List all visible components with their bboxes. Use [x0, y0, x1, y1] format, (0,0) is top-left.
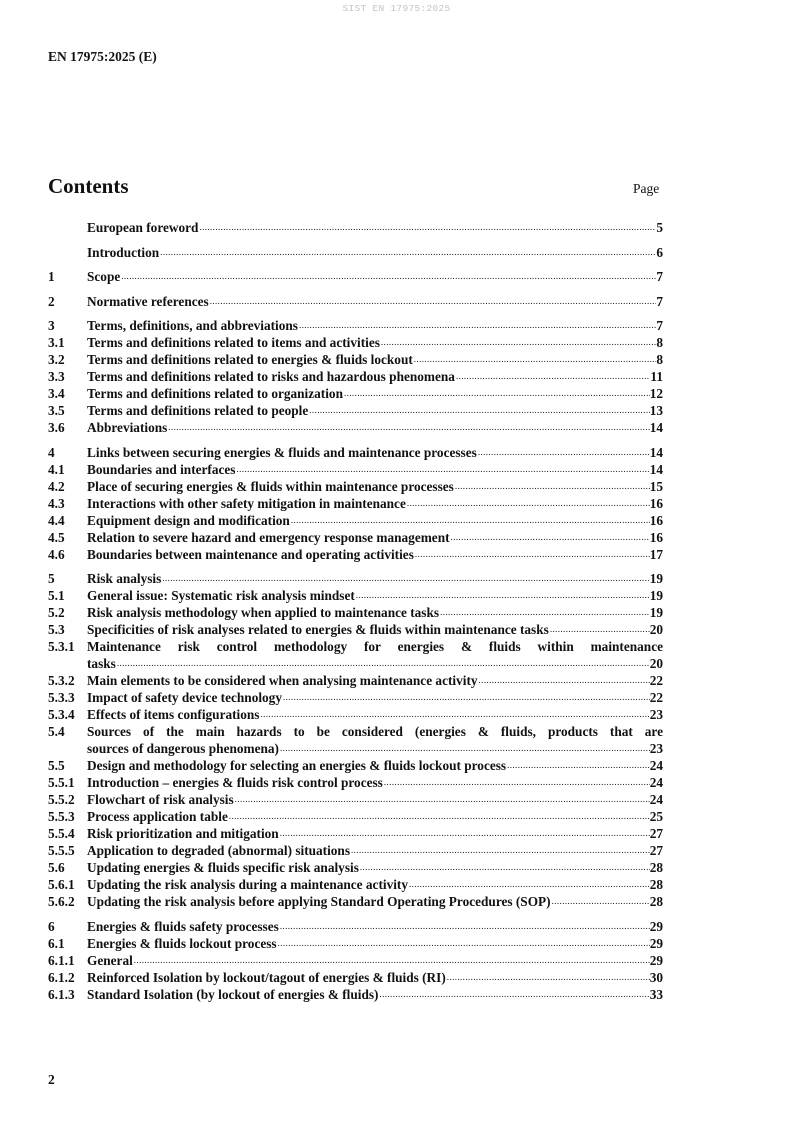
page-column-label: Page — [633, 181, 660, 196]
toc-entry-page[interactable]: 14 — [649, 444, 663, 460]
toc-entry-page[interactable]: 19 — [649, 588, 663, 603]
toc-entry-title-line — [87, 689, 663, 706]
toc-entry-title-line — [87, 969, 663, 986]
toc-entry-title-line — [87, 317, 663, 334]
toc-entry-title[interactable]: Risk analysis — [87, 571, 162, 586]
toc-entry-title[interactable]: Relation to severe hazard and emergency response management — [87, 529, 450, 545]
toc-entry-title-line — [87, 621, 663, 638]
toc-entry-title[interactable]: tasks — [87, 656, 116, 671]
toc-entry-body — [87, 570, 663, 587]
toc-entry-number: 3.1 — [48, 335, 65, 350]
toc-entry[interactable] — [48, 368, 663, 385]
toc-entry[interactable] — [48, 293, 663, 310]
toc-entry-number: 5.3.4 — [48, 707, 75, 722]
toc-entry-number: 4.6 — [48, 546, 65, 562]
toc-entry-title-line — [87, 402, 663, 419]
toc-entry-title-line — [87, 351, 663, 368]
dot-leader — [446, 969, 650, 986]
toc-entry-number: 4 — [48, 444, 55, 460]
toc-entry-body — [87, 774, 663, 791]
toc-entry-body — [87, 334, 663, 351]
toc-entry-title-line — [87, 570, 663, 587]
contents-heading: Contents — [48, 174, 129, 198]
toc-entry-body — [87, 495, 663, 512]
toc-entry[interactable] — [48, 918, 663, 935]
dot-leader — [259, 706, 649, 723]
toc-entry-page[interactable]: 19 — [649, 605, 663, 620]
toc-entry-title-line — [87, 529, 663, 546]
toc-entry-page[interactable]: 29 — [649, 935, 663, 951]
toc-entry-title[interactable]: Specificities of risk analyses related to energies & fluids within maintenance tasks — [87, 622, 549, 637]
toc-entry-page[interactable]: 11 — [650, 369, 663, 384]
toc-entry-number: 5.5.1 — [48, 775, 75, 790]
toc-entry-body — [87, 893, 663, 910]
toc-entry-title-line — [87, 244, 663, 261]
dot-leader — [359, 859, 650, 876]
toc-entry-title[interactable]: Boundaries between maintenance and operating activities — [87, 546, 414, 562]
toc-entry-page[interactable]: 8 — [656, 352, 663, 367]
dot-leader — [383, 774, 650, 791]
toc-entry-body — [87, 546, 663, 563]
toc-entry-title[interactable]: Introduction – energies & fluids risk control process — [87, 775, 383, 790]
toc-entry-title-line — [87, 604, 663, 621]
toc-entry-body — [87, 706, 663, 723]
toc-entry[interactable] — [48, 219, 663, 236]
toc-entry-number: 6.1 — [48, 935, 65, 951]
toc-entry-body — [87, 859, 663, 876]
toc-entry-number: 5.1 — [48, 588, 65, 603]
toc-entry-body — [87, 512, 663, 529]
dot-leader — [454, 478, 650, 495]
toc-entry-number: 5.5.2 — [48, 792, 75, 807]
toc-entry-body — [87, 723, 663, 757]
toc-entry-page[interactable]: 7 — [656, 293, 663, 309]
toc-entry-title[interactable]: Abbreviations — [87, 420, 168, 435]
toc-entry-title[interactable]: Flowchart of risk analysis — [87, 792, 234, 807]
toc-entry-page[interactable]: 27 — [649, 826, 663, 841]
dot-leader — [277, 935, 650, 952]
dot-leader — [133, 952, 650, 969]
toc-entry-page[interactable]: 33 — [649, 986, 663, 1002]
toc-entry-title-line — [87, 952, 663, 969]
toc-entry-number: 3.4 — [48, 386, 65, 401]
toc-entry-body — [87, 808, 663, 825]
toc-entry-page[interactable]: 12 — [649, 386, 663, 401]
toc-entry-title[interactable]: sources of dangerous phenomena) — [87, 741, 279, 756]
toc-entry-body — [87, 918, 663, 935]
toc-entry-title-line — [87, 740, 663, 757]
dot-leader — [209, 293, 657, 310]
toc-entry-title-line — [87, 774, 663, 791]
dot-leader — [549, 621, 650, 638]
toc-entry-body — [87, 351, 663, 368]
toc-entry-title[interactable]: Terms and definitions related to risks and hazardous phenomena — [87, 369, 455, 384]
toc-entry-body — [87, 317, 663, 334]
toc-entry[interactable] — [48, 244, 663, 261]
dot-leader — [450, 529, 650, 546]
toc-entry-number: 3.5 — [48, 403, 65, 418]
dot-leader — [408, 876, 650, 893]
toc-entry[interactable] — [48, 604, 663, 621]
toc-entry-page[interactable]: 16 — [649, 529, 663, 545]
toc-entry-body — [87, 935, 663, 952]
dot-leader — [290, 512, 650, 529]
toc-entry-title-line — [87, 842, 663, 859]
toc-entry-number: 5.6.2 — [48, 894, 75, 909]
toc-entry-body — [87, 419, 663, 436]
dot-leader — [355, 587, 650, 604]
toc-entry-number: 4.3 — [48, 495, 65, 511]
toc-entry-page[interactable]: 20 — [649, 622, 663, 637]
dot-leader — [551, 893, 650, 910]
toc-entry[interactable] — [48, 689, 663, 706]
toc-entry-title[interactable]: Terms and definitions related to energies & fluids lockout — [87, 352, 413, 367]
toc-entry-page[interactable]: 6 — [656, 244, 663, 260]
dot-leader — [298, 317, 656, 334]
toc-entry[interactable] — [48, 621, 663, 638]
toc-entry-page[interactable]: 22 — [649, 690, 663, 705]
toc-entry-title[interactable]: Application to degraded (abnormal) situations — [87, 843, 351, 858]
toc-entry-page[interactable]: 23 — [649, 707, 663, 722]
toc-entry-title-line — [87, 546, 663, 563]
toc-entry-body — [87, 969, 663, 986]
toc-entry-number: 6.1.1 — [48, 952, 75, 968]
toc-entry-number: 4.4 — [48, 512, 65, 528]
toc-entry[interactable] — [48, 478, 663, 495]
toc-entry-number: 4.2 — [48, 478, 65, 494]
toc-entry-body — [87, 825, 663, 842]
toc-entry-number: 5.6.1 — [48, 877, 75, 892]
toc-entry-title-line — [87, 334, 663, 351]
dot-leader — [228, 808, 650, 825]
dot-leader — [455, 368, 650, 385]
toc-entry[interactable] — [48, 774, 663, 791]
dot-leader — [236, 461, 650, 478]
toc-entry[interactable] — [48, 672, 663, 689]
toc-entry-body — [87, 368, 663, 385]
toc-entry-body — [87, 587, 663, 604]
toc-entry-number: 6.1.2 — [48, 969, 75, 985]
toc-entry-title[interactable]: Terms, definitions, and abbreviations — [87, 318, 298, 333]
toc-entry-number — [48, 244, 87, 261]
toc-entry-title[interactable]: Sources of the main hazards to be considered (energies & fluids, products that are — [87, 724, 663, 739]
toc-entry-title-line — [87, 825, 663, 842]
dot-leader — [279, 918, 650, 935]
dot-leader — [378, 986, 649, 1003]
toc-entry-title-line — [87, 876, 663, 893]
toc-entry-title-line — [87, 385, 663, 402]
toc-entry[interactable] — [48, 512, 663, 529]
toc-entry[interactable] — [48, 546, 663, 563]
toc-entry-page[interactable]: 24 — [649, 775, 663, 790]
toc-entry-title-line — [87, 419, 663, 436]
toc-entry-body — [87, 402, 663, 419]
toc-entry-body — [87, 876, 663, 893]
toc-entry-title[interactable]: Terms and definitions related to people — [87, 403, 309, 418]
toc-entry-page[interactable]: 16 — [649, 495, 663, 511]
toc-entry-title-line — [87, 986, 663, 1003]
toc-entry[interactable] — [48, 461, 663, 478]
toc-entry-title[interactable]: Impact of safety device technology — [87, 690, 282, 705]
toc-entry-page[interactable]: 29 — [649, 918, 663, 934]
dot-leader — [413, 351, 657, 368]
toc-entry-title-line — [87, 461, 663, 478]
dot-leader — [234, 791, 650, 808]
toc-entry-number: 6.1.3 — [48, 986, 75, 1002]
toc-entry-title-line — [87, 935, 663, 952]
toc-entry[interactable] — [48, 791, 663, 808]
toc-entry-title[interactable]: Design and methodology for selecting an energies & fluids lockout process — [87, 758, 507, 773]
toc-entry-title-line — [87, 791, 663, 808]
toc-entry-number: 5.3 — [48, 622, 65, 637]
table-of-contents — [48, 219, 663, 1003]
toc-entry[interactable] — [48, 706, 663, 723]
toc-entry[interactable] — [48, 986, 663, 1003]
toc-entry-page[interactable]: 19 — [649, 571, 663, 586]
dot-leader — [198, 219, 656, 236]
toc-entry-title[interactable]: Scope — [87, 269, 121, 284]
toc-entry-title-line — [87, 268, 663, 285]
dot-leader — [282, 689, 650, 706]
dot-leader — [380, 334, 656, 351]
dot-leader — [161, 570, 649, 587]
dot-leader — [279, 740, 650, 757]
toc-entry-page[interactable]: 30 — [649, 969, 663, 985]
dot-leader — [343, 385, 650, 402]
toc-entry[interactable] — [48, 268, 663, 285]
toc-entry[interactable] — [48, 825, 663, 842]
toc-entry-number: 5.3.3 — [48, 690, 75, 705]
toc-entry[interactable] — [48, 723, 663, 757]
toc-entry-number: 5.5 — [48, 758, 65, 773]
toc-entry-body — [87, 638, 663, 672]
toc-entry[interactable] — [48, 952, 663, 969]
toc-entry-title-line — [87, 293, 663, 310]
toc-entry[interactable] — [48, 385, 663, 402]
toc-entry[interactable] — [48, 893, 663, 910]
dot-leader — [159, 244, 656, 261]
toc-entry-title-line — [87, 219, 663, 236]
toc-entry-title[interactable]: Energies & fluids safety processes — [87, 918, 279, 934]
toc-entry-title-line — [87, 368, 663, 385]
toc-entry-title-line — [87, 672, 663, 689]
toc-entry-title-line — [87, 587, 663, 604]
toc-entry-title[interactable]: Terms and definitions related to organization — [87, 386, 343, 401]
toc-entry-body — [87, 293, 663, 310]
toc-entry-number: 3.3 — [48, 369, 65, 384]
toc-entry[interactable] — [48, 638, 663, 672]
toc-entry[interactable] — [48, 419, 663, 436]
toc-entry-body — [87, 604, 663, 621]
toc-entry-title-line — [87, 893, 663, 910]
toc-entry-body — [87, 244, 663, 261]
toc-entry-title[interactable]: Updating energies & fluids specific risk analysis — [87, 860, 359, 875]
footer-page-number: 2 — [48, 1072, 55, 1087]
dot-leader — [477, 444, 650, 461]
toc-entry-number: 3.2 — [48, 352, 65, 367]
dot-leader — [116, 655, 650, 672]
toc-entry-page[interactable]: 14 — [649, 420, 663, 435]
dot-leader — [414, 546, 650, 563]
toc-entry-title[interactable]: Updating the risk analysis before applying Standard Operating Procedures (SOP) — [87, 894, 551, 909]
toc-entry-number: 5.3.1 — [48, 639, 75, 654]
toc-entry-title[interactable]: Main elements to be considered when analysing maintenance activity — [87, 673, 478, 688]
toc-entry-page[interactable]: 25 — [649, 809, 663, 824]
toc-entry-title[interactable]: Energies & fluids lockout process — [87, 935, 277, 951]
toc-entry-title-line — [87, 808, 663, 825]
toc-entry[interactable] — [48, 842, 663, 859]
toc-entry[interactable] — [48, 351, 663, 368]
toc-entry-title[interactable]: Risk prioritization and mitigation — [87, 826, 279, 841]
toc-entry-title-line — [87, 444, 663, 461]
toc-entry-body — [87, 791, 663, 808]
toc-entry-number: 1 — [48, 269, 55, 284]
toc-entry-number: 3.6 — [48, 420, 65, 435]
toc-entry[interactable] — [48, 859, 663, 876]
watermark: SIST EN 17975:2025 — [342, 3, 451, 14]
toc-entry-number: 6 — [48, 918, 55, 934]
toc-entry-title[interactable]: Introduction — [87, 244, 160, 260]
toc-entry-title-line — [87, 723, 663, 740]
toc-entry-page[interactable]: 5 — [656, 220, 663, 235]
toc-entry[interactable] — [48, 402, 663, 419]
toc-entry[interactable] — [48, 587, 663, 604]
toc-entry-body — [87, 757, 663, 774]
toc-entry-page[interactable]: 7 — [656, 318, 663, 333]
toc-entry-title[interactable]: Links between securing energies & fluids and maintenance processes — [87, 444, 477, 460]
toc-entry-title-line — [87, 859, 663, 876]
toc-entry-number: 5.5.5 — [48, 843, 75, 858]
toc-entry-title[interactable]: General issue: Systematic risk analysis mindset — [87, 588, 355, 603]
toc-entry-body — [87, 219, 663, 236]
toc-entry-number: 2 — [48, 293, 55, 309]
toc-entry-title[interactable]: Risk analysis methodology when applied to maintenance tasks — [87, 605, 440, 620]
dot-leader — [279, 825, 650, 842]
toc-entry-title-line — [87, 655, 663, 672]
toc-entry-body — [87, 621, 663, 638]
toc-entry-page[interactable]: 24 — [649, 758, 663, 773]
dot-leader — [350, 842, 650, 859]
dot-leader — [439, 604, 650, 621]
toc-entry-number: 5.3.2 — [48, 673, 75, 688]
toc-entry[interactable] — [48, 969, 663, 986]
toc-entry[interactable] — [48, 317, 663, 334]
toc-entry-title[interactable]: Place of securing energies & fluids within maintenance processes — [87, 478, 454, 494]
dot-leader — [120, 268, 656, 285]
toc-entry-page[interactable]: 16 — [649, 512, 663, 528]
toc-entry-page[interactable]: 28 — [649, 877, 663, 892]
toc-entry-title[interactable]: European foreword — [87, 220, 199, 235]
toc-entry[interactable] — [48, 570, 663, 587]
toc-entry-title-line — [87, 918, 663, 935]
toc-entry-title-line — [87, 757, 663, 774]
toc-entry-body — [87, 444, 663, 461]
toc-entry-number: 5.6 — [48, 860, 65, 875]
toc-entry-number: 5.5.4 — [48, 826, 75, 841]
toc-entry-page[interactable]: 7 — [656, 269, 663, 284]
toc-entry-number: 5.5.3 — [48, 809, 75, 824]
toc-entry-body — [87, 986, 663, 1003]
toc-entry-body — [87, 268, 663, 285]
toc-entry-page[interactable]: 24 — [649, 792, 663, 807]
toc-entry[interactable] — [48, 757, 663, 774]
toc-entry[interactable] — [48, 495, 663, 512]
toc-entry-title[interactable]: Equipment design and modification — [87, 512, 290, 528]
dot-leader — [506, 757, 650, 774]
toc-entry-page[interactable]: 14 — [649, 461, 663, 477]
toc-entry-page[interactable]: 27 — [649, 843, 663, 858]
toc-entry-number: 5.4 — [48, 724, 65, 739]
toc-entry-title-line — [87, 706, 663, 723]
toc-entry[interactable] — [48, 876, 663, 893]
toc-entry-body — [87, 385, 663, 402]
toc-entry-body — [87, 672, 663, 689]
toc-entry-page[interactable]: 28 — [649, 860, 663, 875]
toc-entry-title[interactable]: Reinforced Isolation by lockout/tagout of energies & fluids (RI) — [87, 969, 446, 985]
toc-entry-page[interactable]: 20 — [649, 656, 663, 671]
toc-entry-page[interactable]: 28 — [649, 894, 663, 909]
toc-entry-body — [87, 461, 663, 478]
toc-entry-number: 3 — [48, 318, 55, 333]
toc-entry[interactable] — [48, 529, 663, 546]
toc-entry-page[interactable]: 22 — [649, 673, 663, 688]
toc-entry-title-line — [87, 512, 663, 529]
toc-entry[interactable] — [48, 935, 663, 952]
document-id-header: EN 17975:2025 (E) — [48, 49, 157, 64]
toc-entry-number — [48, 219, 87, 236]
toc-entry-number: 4.1 — [48, 461, 65, 477]
toc-entry-title[interactable]: Interactions with other safety mitigation in maintenance — [87, 495, 406, 511]
toc-entry[interactable] — [48, 808, 663, 825]
toc-entry-page[interactable]: 15 — [649, 478, 663, 494]
toc-entry-body — [87, 478, 663, 495]
toc-entry[interactable] — [48, 334, 663, 351]
dot-leader — [478, 672, 650, 689]
toc-entry-title-line — [87, 495, 663, 512]
toc-entry-title[interactable]: Normative references — [87, 293, 209, 309]
toc-entry-body — [87, 689, 663, 706]
toc-entry-number: 5.2 — [48, 605, 65, 620]
dot-leader — [167, 419, 649, 436]
toc-entry-title[interactable]: Updating the risk analysis during a maintenance activity — [87, 877, 409, 892]
toc-entry-title[interactable]: Process application table — [87, 809, 228, 824]
toc-entry-page[interactable]: 13 — [649, 403, 663, 418]
toc-entry-title-line — [87, 478, 663, 495]
dot-leader — [308, 402, 649, 419]
toc-entry-number: 4.5 — [48, 529, 65, 545]
toc-entry-body — [87, 529, 663, 546]
toc-entry-title[interactable]: Effects of items configurations — [87, 707, 260, 722]
toc-entry-body — [87, 952, 663, 969]
toc-entry-body — [87, 842, 663, 859]
toc-entry-page[interactable]: 8 — [656, 335, 663, 350]
toc-entry-title[interactable]: General — [87, 952, 133, 968]
toc-entry-title[interactable]: Standard Isolation (by lockout of energies & fluids) — [87, 986, 379, 1002]
toc-entry-title-line — [87, 638, 663, 655]
toc-entry-page[interactable]: 29 — [649, 952, 663, 968]
toc-entry-page[interactable]: 23 — [649, 741, 663, 756]
dot-leader — [406, 495, 650, 512]
toc-entry-title[interactable]: Terms and definitions related to items and activities — [87, 335, 380, 350]
toc-entry-page[interactable]: 17 — [649, 546, 663, 562]
toc-entry-title[interactable]: Maintenance risk control methodology for energies & fluids within maintenance — [87, 639, 663, 654]
toc-entry[interactable] — [48, 444, 663, 461]
toc-entry-number: 5 — [48, 571, 55, 586]
toc-entry-title[interactable]: Boundaries and interfaces — [87, 461, 236, 477]
